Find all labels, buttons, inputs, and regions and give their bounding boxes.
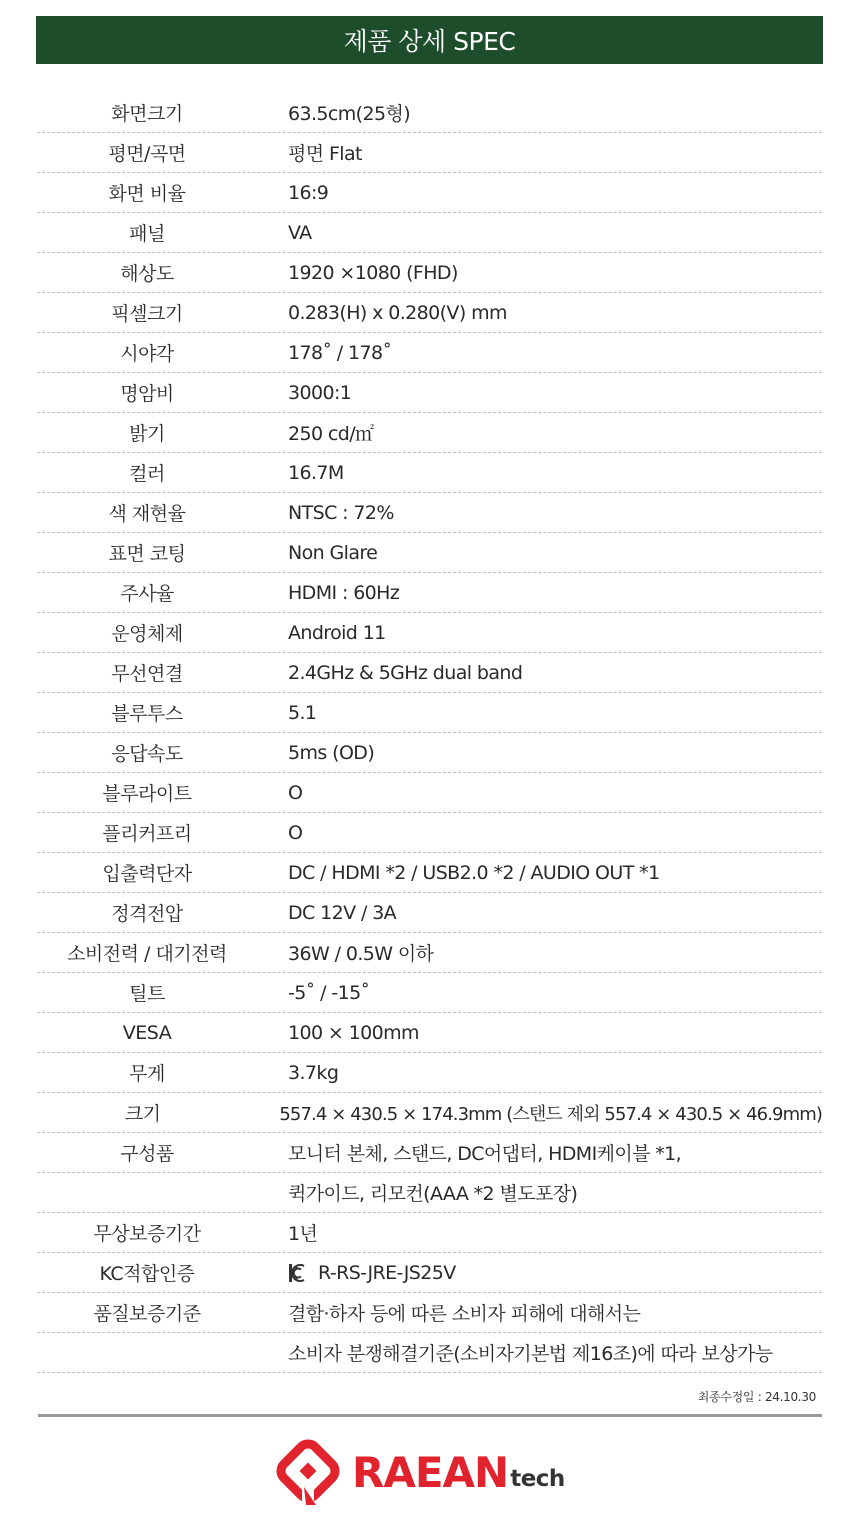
spec-value: 16:9	[288, 181, 329, 204]
spec-label: 주사율	[120, 583, 174, 605]
spec-row	[37, 1333, 822, 1373]
spec-row	[37, 453, 822, 493]
spec-header	[36, 16, 823, 64]
spec-value: 평면 Flat	[288, 143, 362, 165]
spec-row	[37, 1213, 822, 1253]
spec-label: 블루라이트	[102, 783, 192, 805]
kc-cert-number: R-RS-JRE-JS25V	[318, 1261, 456, 1284]
spec-value: 결함·하자 등에 따른 소비자 피해에 대해서는	[288, 1303, 641, 1325]
spec-value: O	[288, 821, 303, 844]
spec-value: 16.7M	[288, 461, 344, 484]
spec-value: 0.283(H) x 0.280(V) mm	[288, 301, 507, 324]
spec-label: 운영체제	[111, 623, 183, 645]
spec-row	[37, 1013, 822, 1053]
spec-value-kc	[288, 1262, 456, 1284]
spec-value: 2.4GHz & 5GHz dual band	[288, 661, 523, 684]
spec-label: 플리커프리	[102, 823, 192, 845]
spec-value: DC / HDMI *2 / USB2.0 *2 / AUDIO OUT *1	[288, 861, 660, 884]
spec-label: 시야각	[120, 343, 174, 365]
spec-label: 색 재현율	[108, 503, 186, 525]
spec-row	[37, 133, 822, 173]
spec-value: 1920 ×1080 (FHD)	[288, 261, 458, 284]
spec-row	[37, 693, 822, 733]
spec-label: 표면 코팅	[108, 543, 186, 565]
spec-label: 화면 비율	[108, 183, 186, 205]
spec-label: 구성품	[120, 1143, 174, 1165]
spec-label: 화면크기	[111, 103, 183, 125]
spec-label: 품질보증기준	[93, 1303, 201, 1325]
spec-row	[37, 1133, 822, 1173]
spec-value: 3000:1	[288, 381, 352, 404]
spec-value: 모니터 본체, 스탠드, DC어댑터, HDMI케이블 *1,	[288, 1143, 682, 1165]
spec-label: 해상도	[120, 263, 174, 285]
spec-row	[37, 1093, 822, 1133]
spec-label: 크기	[124, 1103, 161, 1125]
spec-row	[37, 653, 822, 693]
spec-label: 무상보증기간	[93, 1223, 201, 1245]
kc-mark-icon	[288, 1263, 308, 1283]
spec-row	[37, 733, 822, 773]
last-updated: 최종수정일 : 24.10.30	[697, 1390, 816, 1404]
spec-value: 5ms (OD)	[288, 741, 375, 764]
spec-row	[37, 573, 822, 613]
spec-value: DC 12V / 3A	[288, 901, 397, 924]
spec-value: 1년	[288, 1223, 318, 1245]
spec-row	[37, 1053, 822, 1093]
spec-label: 무선연결	[111, 663, 183, 685]
spec-value: O	[288, 781, 303, 804]
spec-row	[37, 773, 822, 813]
spec-label: 입출력단자	[102, 863, 192, 885]
spec-value: 63.5cm(25형)	[288, 103, 411, 125]
spec-value: 178˚ / 178˚	[288, 341, 392, 364]
spec-label: 명암비	[120, 383, 174, 405]
raean-logo-icon	[268, 1433, 348, 1511]
spec-value: VA	[288, 221, 312, 244]
spec-value: -5˚ / -15˚	[288, 981, 370, 1004]
spec-value: 36W / 0.5W 이하	[288, 943, 434, 965]
brand-name: RAEAN	[352, 1447, 509, 1497]
spec-value: 3.7kg	[288, 1061, 339, 1084]
spec-label: KC적합인증	[99, 1263, 195, 1285]
spec-label: 컬러	[129, 463, 165, 485]
spec-label: 평면/곡면	[108, 143, 186, 165]
spec-value: 100 × 100mm	[288, 1021, 419, 1044]
spec-table	[37, 93, 822, 1373]
spec-label: 밝기	[129, 423, 165, 445]
spec-row	[37, 293, 822, 333]
spec-label: 픽셀크기	[111, 303, 183, 325]
footer-divider	[38, 1414, 822, 1417]
spec-value: 250 cd/㎡	[288, 423, 374, 445]
spec-label: 소비전력 / 대기전력	[67, 943, 227, 965]
spec-row	[37, 373, 822, 413]
spec-row	[37, 933, 822, 973]
spec-row	[37, 253, 822, 293]
spec-row	[37, 93, 822, 133]
spec-row	[37, 1293, 822, 1333]
spec-row	[37, 213, 822, 253]
brand-suffix: tech	[510, 1466, 565, 1492]
spec-label: 블루투스	[111, 703, 183, 725]
spec-row	[37, 893, 822, 933]
spec-row	[37, 973, 822, 1013]
spec-row	[37, 533, 822, 573]
spec-row	[37, 1173, 822, 1213]
spec-value: 557.4 × 430.5 × 174.3mm (스탠드 제외 557.4 × 430.5 × 46.9mm)	[279, 1103, 822, 1125]
spec-value: HDMI : 60Hz	[288, 581, 400, 604]
spec-value: 5.1	[288, 701, 317, 724]
spec-value: Android 11	[288, 621, 386, 644]
spec-row	[37, 1253, 822, 1293]
spec-row	[37, 413, 822, 453]
page-title: 제품 상세 SPEC	[343, 27, 516, 56]
spec-value: Non Glare	[288, 541, 378, 564]
spec-label: VESA	[122, 1021, 172, 1044]
spec-row	[37, 853, 822, 893]
spec-label: 틸트	[129, 983, 165, 1005]
spec-label: 응답속도	[111, 743, 183, 765]
spec-value: NTSC : 72%	[288, 501, 394, 524]
spec-row	[37, 173, 822, 213]
spec-value: 퀵가이드, 리모컨(AAA *2 별도포장)	[288, 1183, 578, 1205]
spec-value: 소비자 분쟁해결기준(소비자기본법 제16조)에 따라 보상가능	[288, 1343, 773, 1365]
spec-row	[37, 333, 822, 373]
spec-label: 패널	[129, 223, 165, 245]
brand-logo	[268, 1432, 598, 1512]
spec-row	[37, 813, 822, 853]
spec-row	[37, 493, 822, 533]
spec-label: 무게	[129, 1063, 165, 1085]
spec-row	[37, 613, 822, 653]
spec-label: 정격전압	[111, 903, 183, 925]
